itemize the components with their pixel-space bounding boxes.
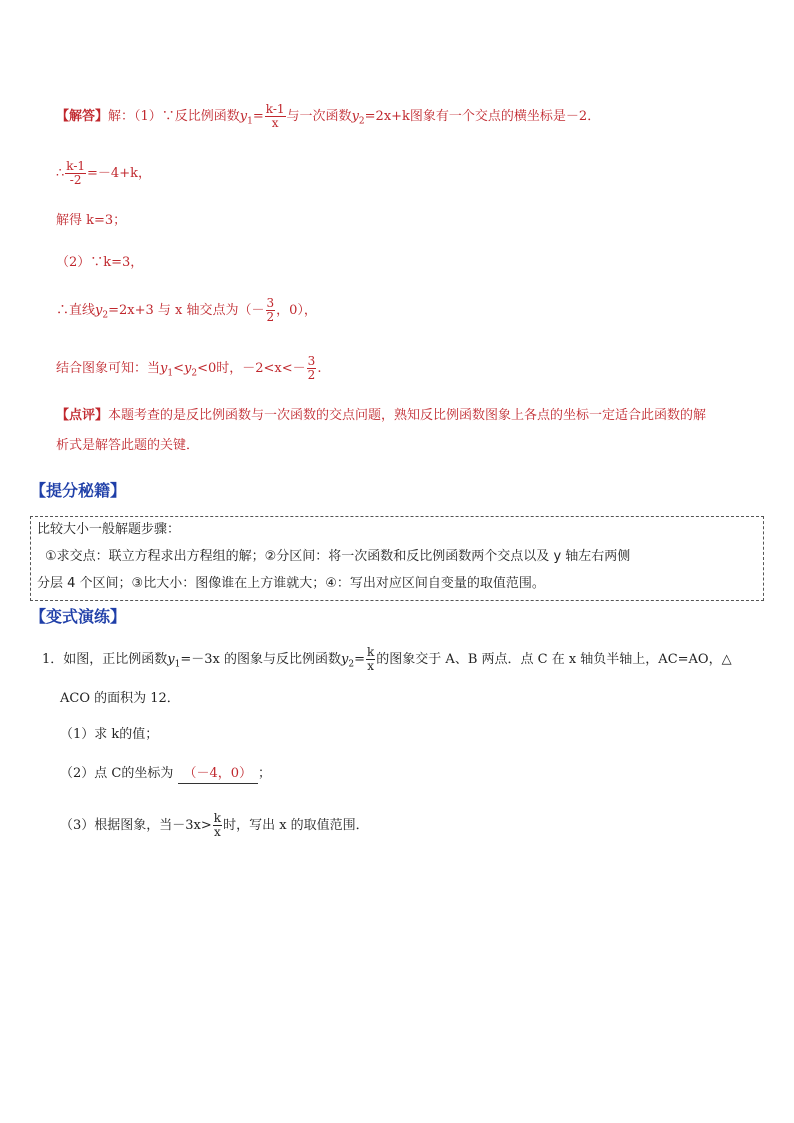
solution-line-2: ∴ $\frac{k-1}{-2}$ =－4+k， (56, 159, 151, 187)
tips-heading: 【提分秘籍】 (30, 481, 127, 500)
tips-line-1: 比较大小一般解题步骤： (37, 522, 181, 537)
fraction: $\frac{k}{x}$ (367, 645, 375, 673)
comment-line-1: 【点评】本题考查的是反比例函数与一次函数的交点问题，熟知反比例函数图象上各点的坐标一定适合此函数的解 (56, 408, 707, 423)
tips-box (30, 516, 764, 601)
solution-line-1: 【解答】解：（1）∵反比例函数$y_1=$ $\frac{k-1}{x}$ 与一次函数$y_2=2x+k$图象有一个交点的横坐标是－2． (56, 102, 601, 130)
question-1-part-2: （2）点 C的坐标为 （－4，0） ； (60, 765, 271, 784)
solution-line-5: ∴直线$y_2=2x+3$ 与 x 轴交点为（－ $\frac{3}{2}$ ，0）， (56, 296, 317, 324)
fraction: $\frac{3}{2}$ (266, 296, 275, 324)
question-1-line-1: 1．如图，正比例函数$y_1=-3x$ 的图象与反比例函数$y_2=$ $\frac{k}{x}$ 的图象交于 A、B 两点．点 C 在 x 轴负半轴上，AC=AO，△ (42, 645, 732, 673)
fraction: $\frac{3}{2}$ (307, 354, 316, 382)
tips-line-3: 分层 4 个区间；③比大小：图像谁在上方谁就大；④：写出对应区间自变量的取值范围。 (37, 576, 545, 591)
comment-tag: 【点评】 (56, 408, 109, 423)
solution-line-3: 解得 k=3； (56, 213, 127, 228)
solution-tag: 【解答】 (56, 109, 109, 124)
solution-line-6: 结合图象可知：当$y_1<y_2<0$时，－2<x<－ $\frac{3}{2}$ . (56, 354, 322, 382)
fraction: $\frac{k-1}{x}$ (265, 102, 285, 130)
question-1-part-3: （3）根据图象，当－3x> $\frac{k}{x}$ 时，写出 x 的取值范围． (60, 811, 369, 839)
practice-heading: 【变式演练】 (30, 607, 127, 626)
answer-blank: （－4，0） (178, 765, 259, 784)
question-1-line-2: ACO 的面积为 12． (60, 691, 180, 706)
tips-line-2: ①求交点：联立方程求出方程组的解；②分区间：将一次函数和反比例函数两个交点以及 y 轴左右两侧 (45, 549, 631, 564)
comment-line-2: 析式是解答此题的关键． (56, 438, 200, 453)
question-1-part-1: （1）求 k的值； (60, 727, 159, 742)
solution-line-4: （2）∵k=3， (56, 255, 144, 270)
fraction: $\frac{k}{x}$ (213, 811, 222, 839)
fraction: $\frac{k-1}{-2}$ (66, 159, 86, 187)
